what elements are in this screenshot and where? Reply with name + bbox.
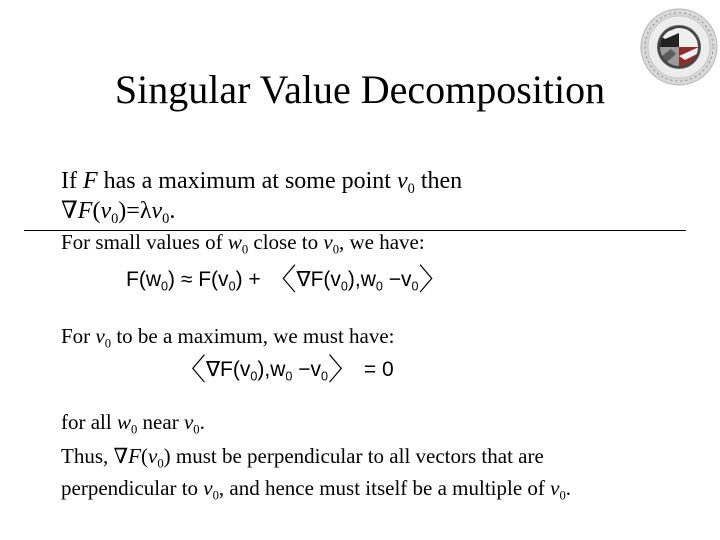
period: . bbox=[565, 476, 572, 500]
conclusion-l2-prefix: perpendicular to bbox=[61, 476, 204, 500]
statement-suffix: then bbox=[414, 168, 463, 194]
left-angle-bracket: 〈 bbox=[266, 263, 297, 298]
maximum-prefix: For bbox=[61, 324, 96, 348]
point-w: $w_0$ bbox=[227, 230, 249, 257]
eq-mid-close: ) + bbox=[235, 268, 267, 291]
open-paren: ( bbox=[141, 444, 148, 468]
small-values-sentence bbox=[61, 232, 425, 256]
conclusion-line-1 bbox=[61, 446, 544, 470]
open-paren: ( bbox=[92, 198, 101, 224]
right-angle-bracket: 〉 bbox=[418, 263, 449, 298]
for-all-prefix: for all bbox=[61, 410, 117, 434]
university-seal-icon bbox=[638, 0, 720, 118]
gradient-symbol: ∇ bbox=[113, 444, 129, 468]
conclusion-l2-middle: , and hence must itself be a multiple of bbox=[218, 476, 551, 500]
statement-line-2 bbox=[61, 199, 175, 226]
slide-title: Singular Value Decomposition bbox=[114, 67, 606, 112]
point-v: $v_0$ bbox=[151, 198, 170, 228]
eq-gradient-close: ),w bbox=[257, 358, 286, 381]
point-w: $w_0$ bbox=[116, 410, 138, 437]
eq-v-sub: 0 bbox=[321, 369, 329, 384]
eq-minus-v: −v bbox=[292, 358, 322, 381]
left-angle-bracket: 〈 bbox=[176, 353, 206, 388]
gradient-symbol: ∇ bbox=[61, 198, 78, 224]
conclusion-suffix: ) must be perpendicular to all vectors that are bbox=[163, 444, 544, 468]
point-v: $v_0$ bbox=[550, 476, 566, 503]
eq-minus-v: −v bbox=[382, 268, 412, 291]
function-f: F bbox=[128, 444, 141, 468]
eq-gradient-close: ),w bbox=[347, 268, 376, 291]
small-values-middle: close to bbox=[248, 230, 324, 254]
eq-w-sub: 0 bbox=[285, 369, 293, 384]
for-all-middle: near bbox=[137, 410, 184, 434]
eq-v-sub: 0 bbox=[411, 279, 419, 294]
eq-gradient: ∇F(v bbox=[206, 358, 251, 381]
eq-mid: F(v bbox=[198, 268, 229, 291]
eq-w-sub: 0 bbox=[375, 279, 383, 294]
eq-gradient-sub: 0 bbox=[340, 279, 348, 294]
period: . bbox=[199, 410, 205, 434]
point-v: $v_0$ bbox=[100, 198, 119, 228]
statement-prefix: If bbox=[61, 168, 83, 194]
conclusion-prefix: Thus, bbox=[61, 444, 114, 468]
conclusion-line-2 bbox=[61, 478, 571, 502]
small-values-suffix: , we have: bbox=[338, 230, 425, 254]
point-v: $v_0$ bbox=[95, 324, 112, 351]
point-v: $v_0$ bbox=[396, 168, 415, 198]
small-values-prefix: For small values of bbox=[61, 230, 228, 254]
eq-left-sub: 0 bbox=[161, 279, 169, 294]
maximum-condition-sentence bbox=[61, 326, 395, 350]
eq-mid-sub: 0 bbox=[228, 279, 236, 294]
point-v: $v_0$ bbox=[148, 444, 164, 471]
lambda-symbol: λ bbox=[139, 198, 152, 224]
maximum-suffix: to be a maximum, we must have: bbox=[111, 324, 395, 348]
taylor-approximation-equation bbox=[126, 263, 449, 298]
point-v: $v_0$ bbox=[323, 230, 339, 257]
period: . bbox=[169, 198, 176, 224]
statement-middle: has a maximum at some point bbox=[97, 168, 397, 194]
equals-zero: = 0 bbox=[358, 358, 394, 381]
statement-line-1 bbox=[61, 169, 462, 196]
function-f: F bbox=[82, 168, 98, 194]
point-v: $v_0$ bbox=[203, 476, 219, 503]
eq-gradient: ∇F(v bbox=[296, 268, 341, 291]
function-f: F bbox=[77, 198, 93, 224]
eq-left-close: ) bbox=[168, 268, 176, 291]
eq-left: F(w bbox=[126, 268, 161, 291]
for-all-sentence bbox=[61, 412, 205, 436]
eq-gradient-sub: 0 bbox=[250, 369, 258, 384]
close-paren-equals: )= bbox=[118, 198, 140, 224]
right-angle-bracket: 〉 bbox=[328, 353, 359, 388]
inner-product-zero-equation bbox=[176, 353, 394, 388]
point-v: $v_0$ bbox=[183, 410, 200, 437]
approx-symbol: ≈ bbox=[180, 268, 193, 291]
